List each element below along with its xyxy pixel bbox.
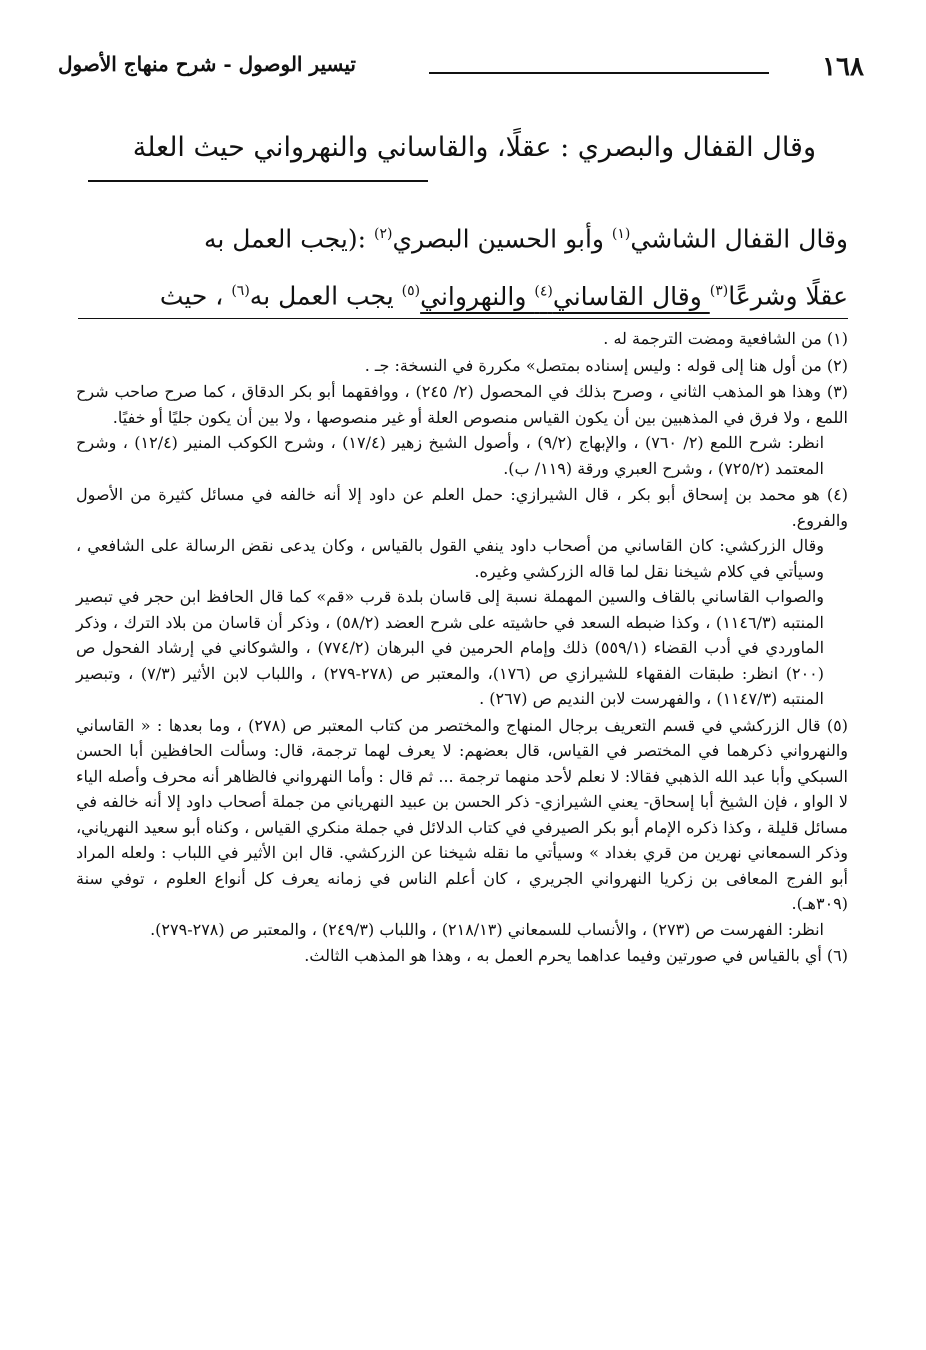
footnote-6: (٦) أي بالقياس في صورتين وفيما عداهما يحرم العمل به ، وهذا هو المذهب الثالث. — [304, 946, 848, 965]
footnote-ref-4[interactable]: (٤) — [534, 283, 553, 300]
footnote-4-zarkashi: وقال الزركشي: كان القاساني من أصحاب داود ينفي القول بالقياس ، وكان يدعى نقض الرسالة على الشافعي ، وسيأتي في كلام شيخنا نقل لما قاله الزركشي وغيره. — [76, 536, 825, 581]
footnote-ref-1[interactable]: (١) — [611, 226, 631, 242]
matn-text: وقال القفال والبصري : عقلًا، والقاساني والنهرواني حيث العلة — [132, 132, 816, 163]
footnote-4 — [76, 482, 848, 712]
footnote-5 — [76, 713, 848, 943]
footnote-ref-6[interactable]: (٦) — [231, 283, 250, 300]
footnote-ref-2[interactable]: (٢) — [373, 226, 393, 242]
footnote-ref-3[interactable]: (٣) — [709, 283, 729, 300]
footnote-3 — [76, 379, 848, 481]
footnote-5-text: (٥) قال الزركشي في قسم التعريف برجال المنهاج والمختصر من كتاب المعتبر ص (٢٧٨) ، وما بعدها : « القاساني والنهرواني ذكرهما في المختصر في القياس، قال بعضهم: لا يعرف لهما ترجمة، قال: وسألت الحافظين أبا الحسن السبكي وأبا عبد الله الذهبي فقالا: لا نعلم لأحد منهما ترجمة ... ثم قال : وأما النهرواني فالظاهر أنه محرف وأصله الياء لا الواو ، فإن الشيخ أبا إسحاق- يعني الشيرازي- ذكر الحسن بن عبيد النهرياني من جملة أصحاب داود إلا أنه خالفه في مسائل قليلة ، وكذا ذكره الإمام أبو بكر الصيرفي في كتاب الدلائل في جملة منكري القياس ، وكناه أبو سعيد النهرياني، وذكر السمعاني نهرين من قري بغداد » وسيأتي ما نقله شيخنا عن الزركشي. قال ابن الأثير في اللباب : ولعله المراد أبو الفرج المعافى بن زكريا النهرواني الجريري ، كان أعلم الناس في زمانه يعرف كل أنواع العلوم ، توفي سنة (٣٠٩هـ). — [76, 715, 849, 913]
footnote-4-text: (٤) هو محمد بن إسحاق أبو بكر ، قال الشيرازي: حمل العلم عن داود إلا أنه خالفه في مسائل كثيرة من الأصول والفروع. — [76, 485, 848, 530]
book-title: تيسير الوصول - شرح منهاج الأصول — [58, 52, 356, 76]
footnote-1: (١) من الشافعية ومضت الترجمة له . — [603, 329, 848, 348]
footnotes — [76, 326, 848, 970]
commentary-text — [78, 208, 848, 323]
footnote-3-references: انظر: شرح اللمع (٢/ ٧٦٠) ، والإبهاج (٩/٢) ، وأصول الشيخ زهير (١٧/٤) ، وشرح الكوكب المنير (١٢/٤) ، وشرح المعتمد (٧٢٥/٢) ، وشرح العبري ورقة (١١٩/ ب). — [76, 433, 825, 478]
matn-underline — [88, 180, 428, 182]
page-number: ١٦٨ — [822, 52, 864, 82]
footnote-2: (٢) من أول هنا إلى قوله : وليس إسناده بمتصل» مكررة في النسخة: جـ . — [364, 355, 848, 375]
underlined-phrase: وقال القاساني$^{(٤)}$ والنهرواني — [420, 281, 710, 311]
footnote-5-references: انظر: الفهرست ص (٢٧٣) ، والأنساب للسمعاني (٢١٨/١٣) ، واللباب (٢٤٩/٣) ، والمعتبر ص (٢٧٨-٢٧٩). — [150, 919, 824, 939]
commentary-line-1: وقال القفال الشاشي$^{(١)}$ وأبو الحسين البصري$^{(٢)}$ :(يجب العمل به — [203, 224, 848, 254]
header-rule — [429, 72, 769, 74]
footnote-ref-5[interactable]: (٥) — [401, 283, 421, 300]
page-header — [58, 52, 864, 92]
commentary-line-2: عقلًا وشرعًا$^{(٣)}$ وقال القاساني$^{(٤)}$ والنهرواني$^{(٥)}$ يجب العمل به$^{(٦)}$ ، حيث — [159, 281, 848, 311]
footnote-3-text: (٣) وهذا هو المذهب الثاني ، وصرح بذلك في المحصول (٢/ ٢٤٥) ، ووافقهما أبو بكر الدقاق ، كما صرح صاحب شرح اللمع ، ولا فرق في المذهبين بين أن يكون القياس منصوص العلة أو غير منصوصها ، ولا بين أن يكون جليًا أو خفيًا. — [76, 382, 848, 427]
footnote-4-spelling: والصواب القاساني بالقاف والسين المهملة نسبة إلى قاسان بلدة قرب «قم» كما قال الحافظ ابن حجر في تبصير المنتبه (١١٤٦/٣) ، وكذا ضبطه السعد في حاشيته على شرح العضد (٥٨/٢) ، وذكر أن قاسان من بلاد الترك ، وذكر الماوردي في أدب القضاء (٥٥٩/١) ذلك وإمام الحرمين في البرهان (٧٧٤/٢) ، والشوكاني في إرشاد الفحول ص (٢٠٠) انظر: طبقات الفقهاء للشيرازي ص (١٧٦)، والمعتبر ص (٢٧٨-٢٧٩) ، واللباب لابن الأثير (٧/٣) ، وتبصير المنتبه (١١٤٧/٣) ، والفهرست لابن النديم ص (٢٦٧) . — [76, 587, 825, 708]
footnote-separator — [78, 318, 848, 319]
